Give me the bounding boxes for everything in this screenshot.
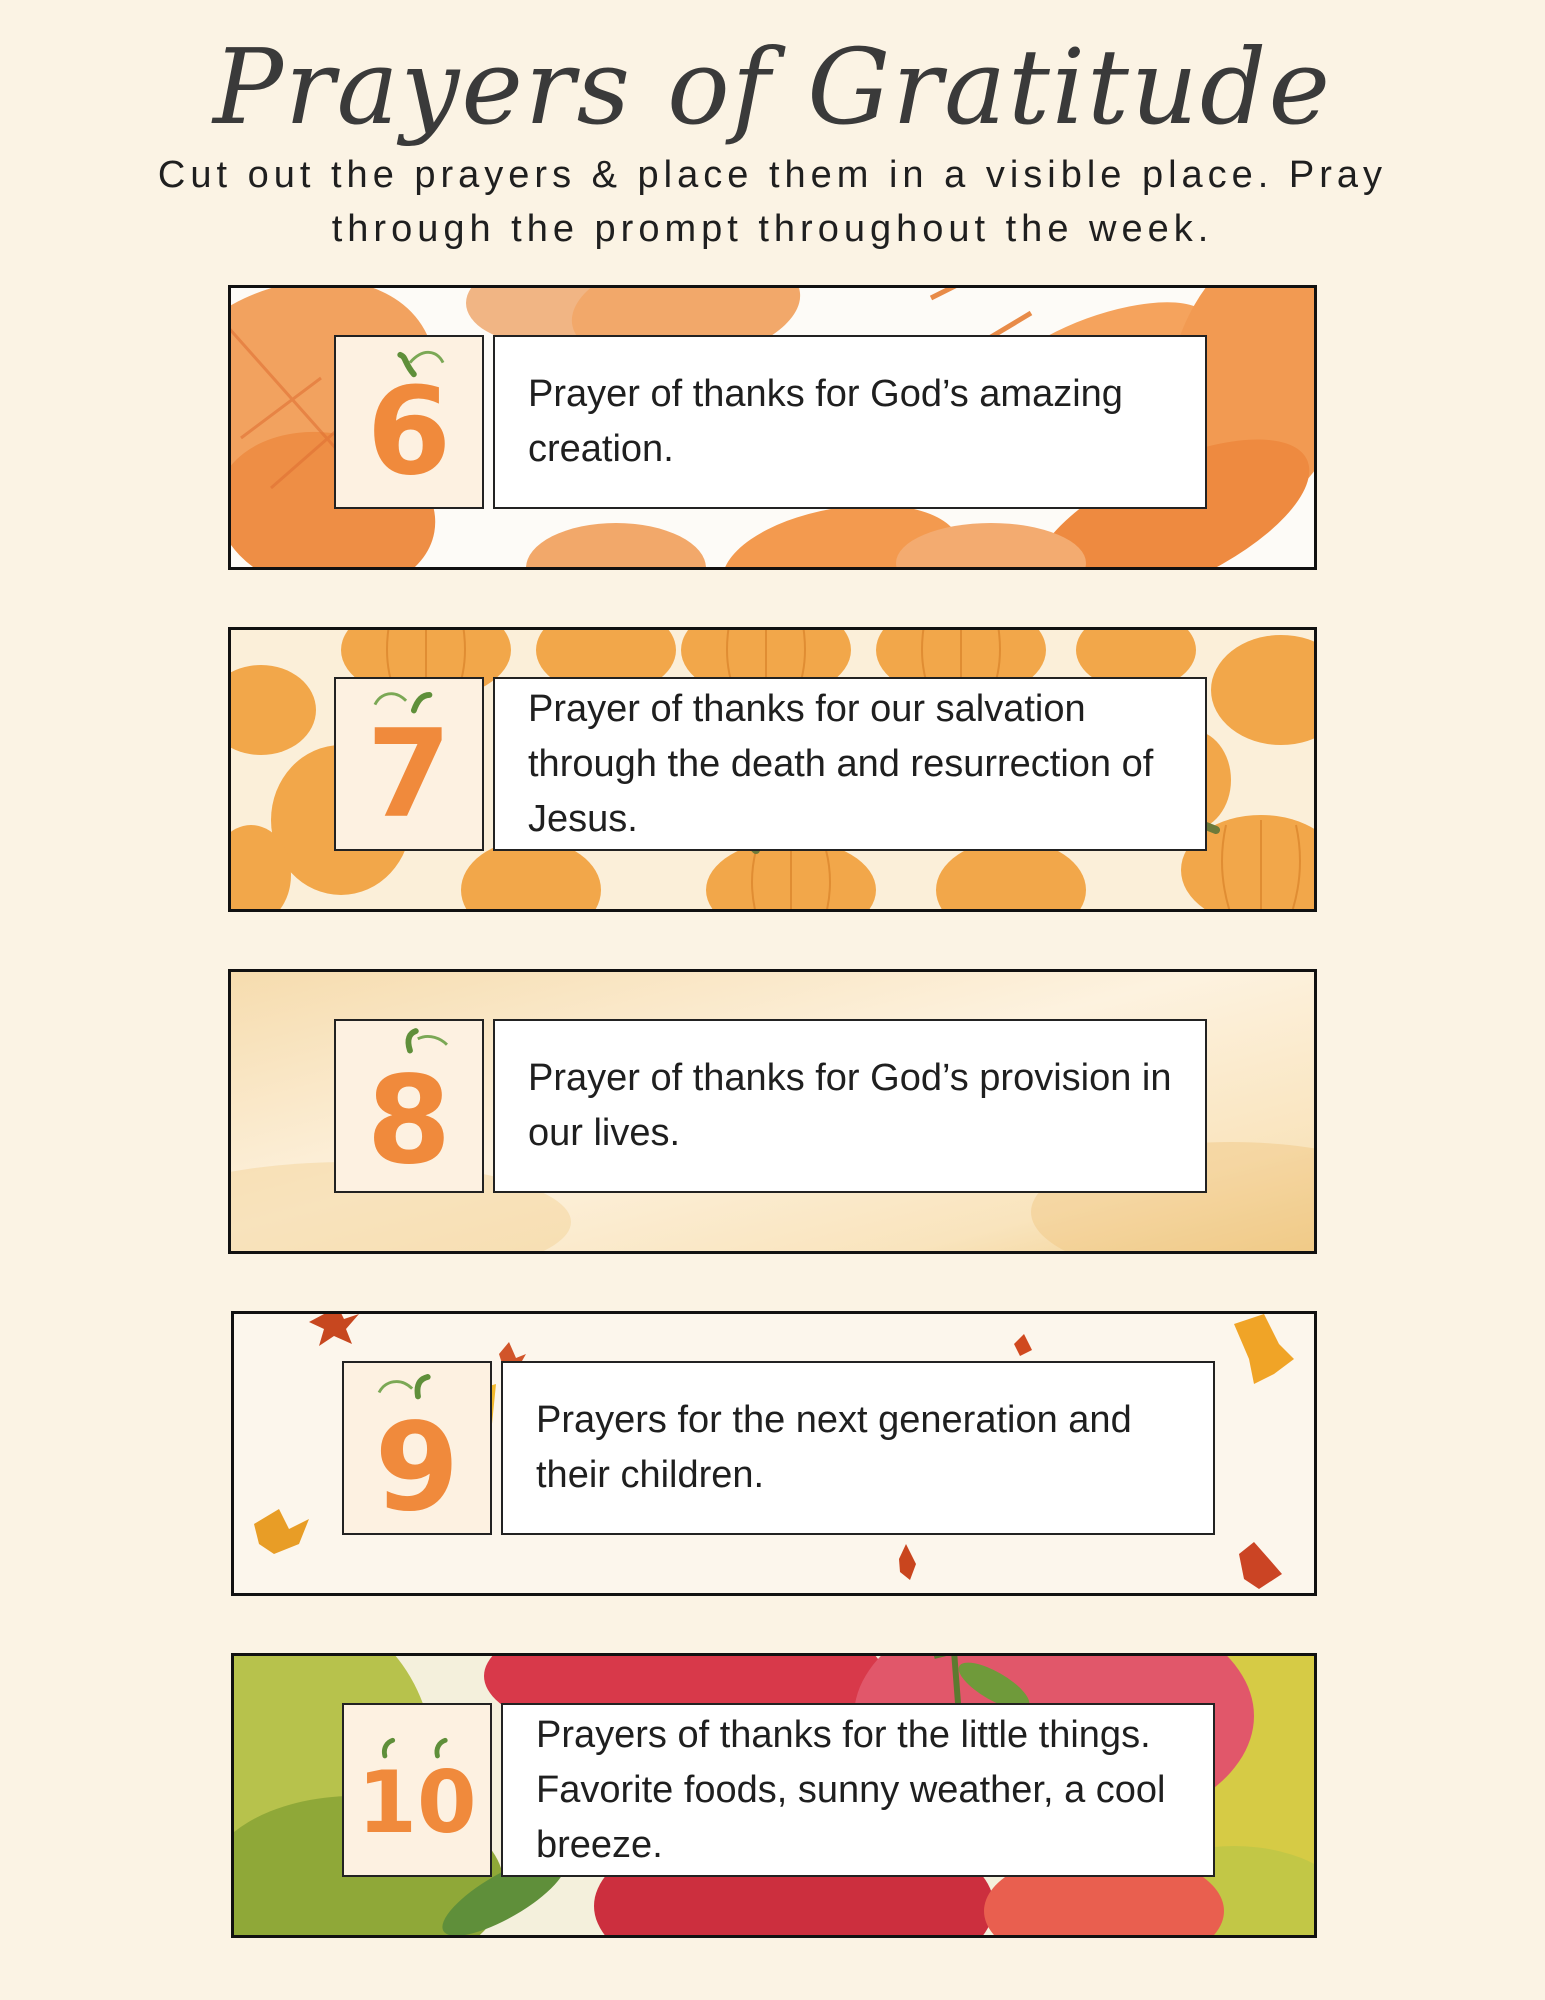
prayer-card-9 (231, 1311, 1317, 1596)
number-badge (334, 1019, 484, 1193)
pumpkin-number-8: 8 (366, 1049, 452, 1191)
prayer-card-6 (228, 285, 1317, 570)
number-badge (334, 335, 484, 509)
prayer-text: Prayer of thanks for our salvation through the death and resurrection of Jesus. (493, 677, 1207, 851)
number-badge (342, 1703, 492, 1877)
pumpkin-number-6: 6 (366, 360, 452, 503)
page-title: Prayers of Gratitude (212, 26, 1333, 148)
prayer-card-8 (228, 969, 1317, 1254)
pumpkin-number-10: 10 (357, 1752, 477, 1853)
prayer-card-7 (228, 627, 1317, 912)
number-badge (342, 1361, 492, 1535)
pumpkin-number-7: 7 (366, 702, 452, 845)
prayer-text: Prayer of thanks for God’s amazing creation. (493, 335, 1207, 509)
prayer-text: Prayers for the next generation and their children. (501, 1361, 1215, 1535)
prayer-text: Prayer of thanks for God’s provision in our lives. (493, 1019, 1207, 1193)
pumpkin-number-9: 9 (374, 1396, 460, 1533)
prayer-card-10 (231, 1653, 1317, 1938)
number-badge (334, 677, 484, 851)
prayer-text: Prayers of thanks for the little things. Favorite foods, sunny weather, a cool breeze. (501, 1703, 1215, 1877)
page-subtitle: Cut out the prayers & place them in a visible place. Pray through the prompt throughout the week. (157, 154, 1388, 250)
